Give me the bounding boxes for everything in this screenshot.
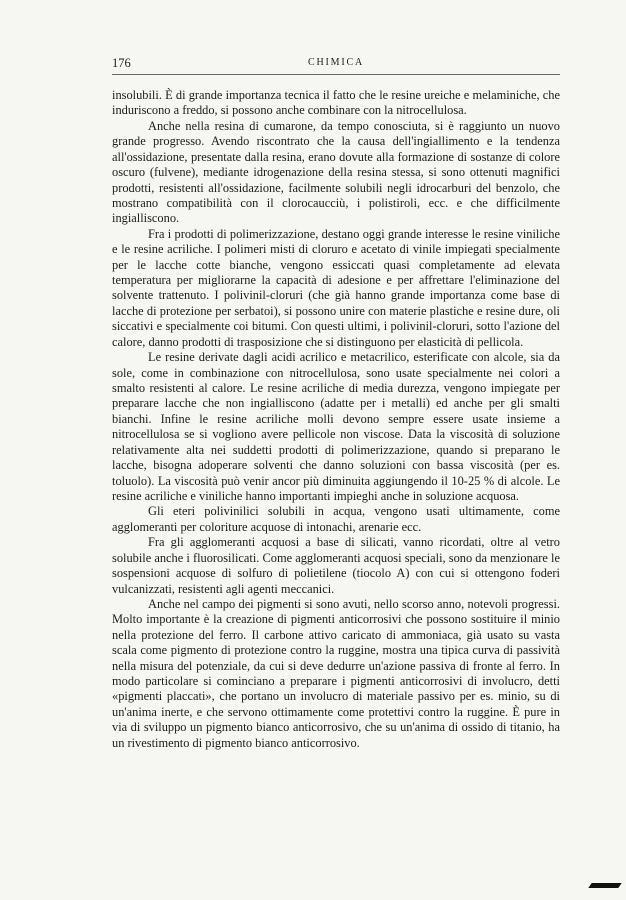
- paragraph-7: Anche nel campo dei pigmenti si sono avuti, nello scorso anno, notevoli progressi. Molto importante è la creazione di pigmenti anticorrosivi che possono sostituire il minio nella protezione del ferro. Il carbone attivo caricato di ammoniaca, già usato su vasta scala come pigmento di protezione contro la ruggine, mostra una tipica curva di passività nella misura del potenziale, da cui si deve dedurre un'azione passiva di fronte al ferro. In modo particolare si cominciano a preparare i pigmenti anticorrosivi di involucro, detti «pigmenti placcati», che portano un involucro di materiale passivo per es. minio, su di un'anima inerte, e che servono ottimamente come protettivi contro la ruggine. È pure in via di sviluppo un pigmento bianco anticorrosivo, che su un'anima di ossido di titanio, ha un rivestimento di pigmento bianco anticorrosivo.: [112, 596, 560, 750]
- scan-mark: [588, 883, 622, 888]
- body-text: [112, 88, 560, 751]
- paragraph-6: Fra gli agglomeranti acquosi a base di silicati, vanno ricordati, oltre al vetro solubile anche i fluorosilicati. Come agglomeranti acquosi speciali, sono da menzionare le sospensioni acquose di solfuro di polietilene (tiocolo A) con cui si ottengono foderi vulcanizzati, resistenti agli agenti meccanici.: [112, 535, 560, 596]
- header-rule: [112, 74, 560, 75]
- page-header: [112, 56, 560, 70]
- page-number: 176: [112, 56, 131, 70]
- paragraph-5: Gli eteri polivinilici solubili in acqua, vengono usati ultimamente, come agglomeranti per coloriture acquose di intonachi, arenarie ecc.: [112, 504, 560, 534]
- paragraph-3: Fra i prodotti di polimerizzazione, destano oggi grande interesse le resine viniliche e le resine acriliche. I polimeri misti di cloruro e acetato di vinile impiegati specialmente per le lacche cotte bianche, vengono essiccati quasi completamente ad elevata temperatura per migliorarne la capacità di adesione e per affrettare l'eliminazione del solvente trattenuto. I polivinil-cloruri (che già hanno grande importanza come base di lacche di protezione per serbatoi), si possono unire con materie plastiche e resine dure, oli siccativi e specialmente coi bitumi. Con questi ultimi, i polivinil-cloruri, sotto l'azione del calore, danno prodotti di trasposizione che si distinguono per elasticità di pellicola.: [112, 226, 560, 349]
- running-head: CHIMICA: [308, 57, 364, 68]
- paragraph-2: Anche nella resina di cumarone, da tempo conosciuta, si è raggiunto un nuovo grande progresso. Avendo riscontrato che la causa dell'ingiallimento e la tendenza all'ossidazione, presentate dalla resina, erano dovute alla formazione di sostanze di colore oscuro (fulvene), mediante idrogenazione della resina stessa, si sono ottenuti magnifici prodotti, resistenti all'ossidazione, facilmente solubili negli idrocarburi del benzolo, che mostrano compatibilità con il clorocaucciù, i polistiroli, ecc. e che difficilmente ingialliscono.: [112, 118, 560, 226]
- paragraph-4: Le resine derivate dagli acidi acrilico e metacrilico, esterificate con alcole, sia da sole, come in combinazione con nitrocellulosa, sono usate specialmente nei colori a smalto resistenti al calore. Le resine acriliche di media durezza, vengono impiegate per preparare lacche che non ingialliscono (adatte per i metalli) ed anche per gli smalti bianchi. Infine le resine acriliche molli devono sempre essere usate insieme a nitrocellulosa se si vogliono avere pellicole non viscose. Data la viscosità di soluzione relativamente alta nei suddetti prodotti di polimerizzazione, quando si preparano le lacche, bisogna adoperare solventi che danno soluzioni con bassa viscosità (per es. toluolo). La viscosità può venir ancor più diminuita aggiungendo il 10-25 % di alcole. Le resine acriliche e viniliche hanno importanti impieghi anche in soluzione acquosa.: [112, 350, 560, 503]
- paragraph-1: insolubili. È di grande importanza tecnica il fatto che le resine ureiche e melaminiche, che induriscono a freddo, si possono anche combinare con la nitrocellulosa.: [112, 88, 560, 118]
